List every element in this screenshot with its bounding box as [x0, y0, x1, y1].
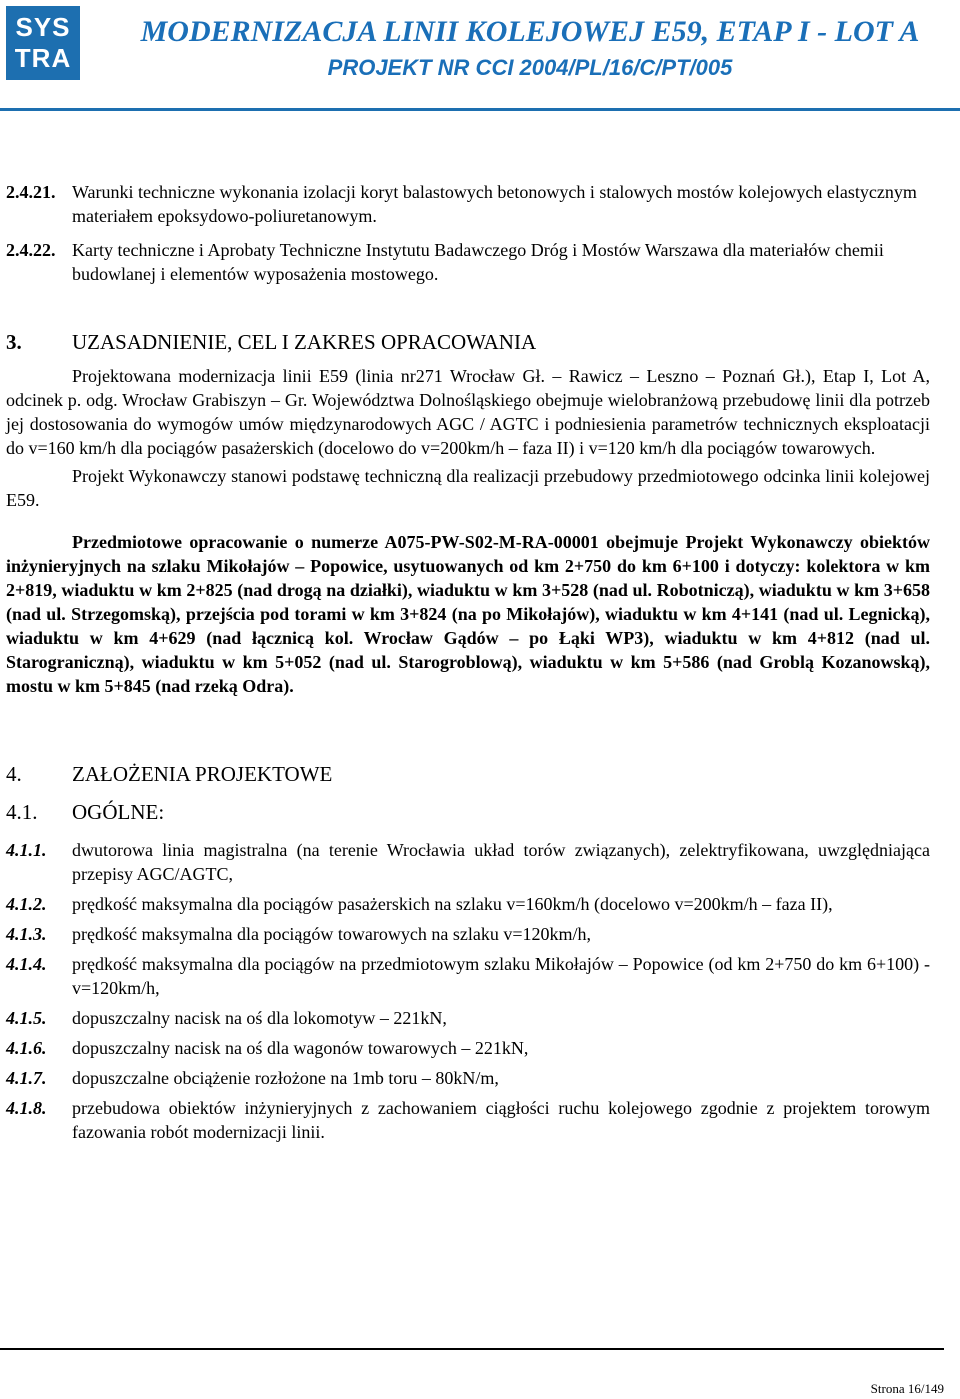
paragraph: Projektowana modernizacja linii E59 (linia nr271 Wrocław Gł. – Rawicz – Leszno – Poznań Gł.), Etap I, Lot A, odcinek p. odg. Wrocław Grabiszyn – Gr. Województwa Dolnośląskiego obejmuje wielobranżową przebudowę linii dla potrzeb jej dostosowania do wymogów umów międzynarodowych AGC / AGTC i podniesienia parametrów technicznych eksploatacji do v=160 km/h dla pociągów pasażerskich (docelowo do v=200km/h – faza II) i v=120 km/h dla pociągów towarowych. [6, 366, 930, 458]
logo-text-bottom: TRA [14, 43, 72, 73]
section-heading [6, 330, 930, 354]
item-number: 4.1.1. [6, 840, 47, 860]
list-item [6, 838, 930, 886]
reference-item [6, 238, 930, 286]
list-item [6, 892, 930, 916]
subsection-title: OGÓLNE: [72, 800, 165, 824]
list-item [6, 1096, 930, 1144]
list-item [6, 1006, 930, 1030]
section-heading [6, 762, 930, 786]
section-title: ZAŁOŻENIA PROJEKTOWE [72, 762, 333, 786]
reference-item [6, 180, 930, 228]
section-number: 4. [6, 762, 22, 786]
item-text: prędkość maksymalna dla pociągów pasażerskich na szlaku v=160km/h (docelowo v=200km/h – faza II), [72, 894, 833, 914]
footer-divider [0, 1348, 944, 1350]
paragraph-bold: Przedmiotowe opracowanie o numerze A075-PW-S02-M-RA-00001 obejmuje Projekt Wykonawczy obiektów inżynieryjnych na szlaku Mikołajów – Popowice, usytuowanych od km 2+750 do km 6+100 i dotyczy: kolektora w km 2+819, wiaduktu w km 2+825 (nad drogą na działki), wiaduktu w km 3+528 (nad ul. Robotniczą), wiaduktu w km 3+658 (nad ul. Strzegomską), przejścia pod torami w km 3+824 (na po Mikołajów), wiaduktu w km 4+141 (nad ul. Legnicką), wiaduktu w km 4+629 (nad łącznicą kol. Wrocław Gądów – po Łąki WP3), wiaduktu w km 4+812 (nad ul. Starograniczną), wiaduktu w km 5+052 (nad ul. Starogroblową), wiaduktu w km 5+586 (nad Groblą Kozanowską), mostu w km 5+845 (nad rzeką Odra). [6, 532, 930, 696]
item-text: przebudowa obiektów inżynieryjnych z zachowaniem ciągłości ruchu kolejowego zgodnie z projektem torowym fazowania robót modernizacji linii. [72, 1098, 930, 1142]
list-item [6, 922, 930, 946]
header-subtitle: PROJEKT NR CCI 2004/PL/16/C/PT/005 [327, 55, 733, 80]
item-text: dopuszczalny nacisk na oś dla lokomotyw – 221kN, [72, 1008, 447, 1028]
page-label: Strona [870, 1381, 905, 1396]
item-number: 4.1.4. [6, 954, 47, 974]
page-footer [871, 1381, 944, 1397]
page-header [0, 0, 960, 112]
item-text: dopuszczalne obciążenie rozłożone na 1mb toru – 80kN/m, [72, 1068, 499, 1088]
header-title: MODERNIZACJA LINII KOLEJOWEJ E59, ETAP I - LOT A [140, 15, 920, 48]
item-text: prędkość maksymalna dla pociągów na przedmiotowym szlaku Mikołajów – Popowice (od km 2+750 do km 6+100) - v=120km/h, [72, 954, 930, 998]
document-body [6, 180, 930, 1150]
reference-number: 2.4.21. [6, 182, 56, 202]
subsection-number: 4.1. [6, 800, 38, 824]
subsection-heading [6, 800, 930, 824]
page-number: 16/149 [907, 1381, 944, 1396]
header-divider [0, 108, 960, 111]
item-number: 4.1.2. [6, 894, 47, 914]
logo-text-top: SYS [15, 12, 71, 42]
item-number: 4.1.7. [6, 1068, 47, 1088]
item-text: dwutorowa linia magistralna (na terenie Wrocławia układ torów związanych), zelektryfikowana, uwzględniająca przepisy AGC/AGTC, [72, 840, 930, 884]
list-item [6, 1036, 930, 1060]
item-number: 4.1.8. [6, 1098, 47, 1118]
reference-number: 2.4.22. [6, 240, 56, 260]
list-item [6, 1066, 930, 1090]
item-number: 4.1.6. [6, 1038, 47, 1058]
reference-text: Warunki techniczne wykonania izolacji koryt balastowych betonowych i stalowych mostów kolejowych elastycznym materiałem epoksydowo-poliuretanowym. [72, 182, 917, 226]
item-text: dopuszczalny nacisk na oś dla wagonów towarowych – 221kN, [72, 1038, 529, 1058]
item-number: 4.1.5. [6, 1008, 47, 1028]
section-title: UZASADNIENIE, CEL I ZAKRES OPRACOWANIA [72, 330, 537, 354]
item-number: 4.1.3. [6, 924, 47, 944]
reference-text: Karty techniczne i Aprobaty Techniczne Instytutu Badawczego Dróg i Mostów Warszawa dla materiałów chemii budowlanej i elementów wyposażenia mostowego. [72, 240, 884, 284]
list-item [6, 952, 930, 1000]
paragraph: Projekt Wykonawczy stanowi podstawę techniczną dla realizacji przebudowy przedmiotowego odcinka linii kolejowej E59. [6, 466, 930, 510]
systra-logo [6, 6, 80, 80]
item-text: prędkość maksymalna dla pociągów towarowych na szlaku v=120km/h, [72, 924, 592, 944]
section-number: 3. [6, 330, 22, 354]
